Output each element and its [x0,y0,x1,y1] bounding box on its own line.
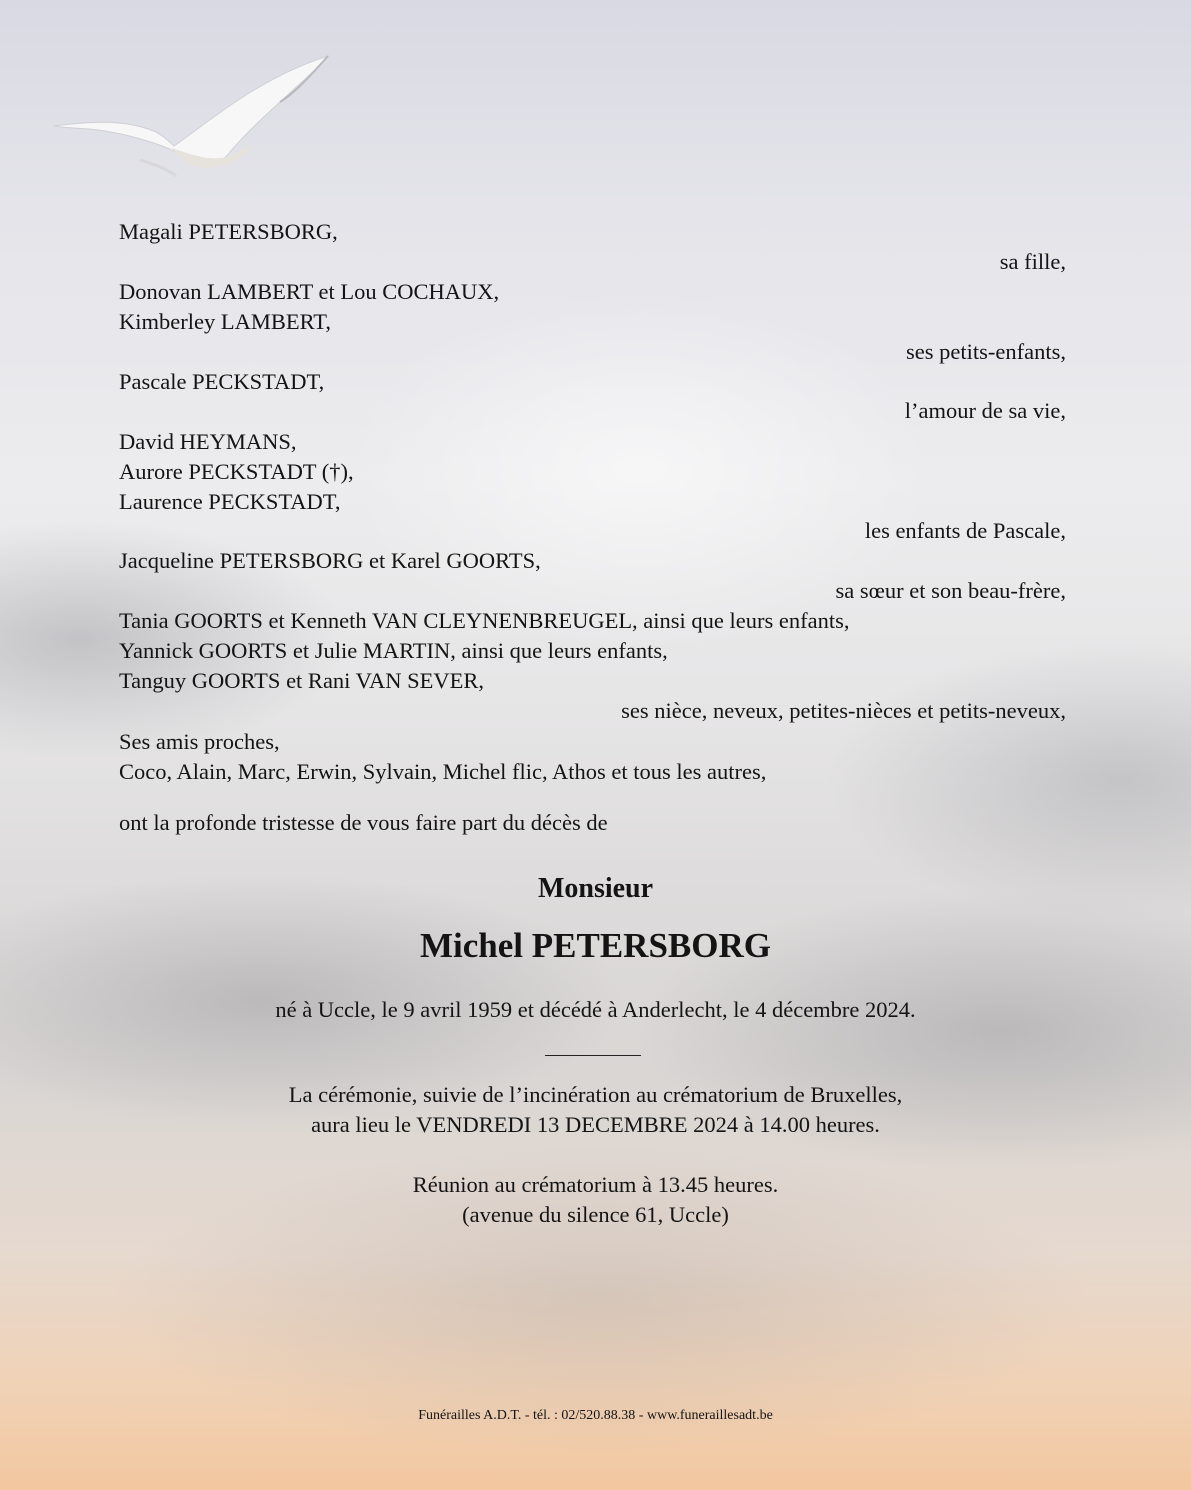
family-line-david: David HEYMANS, [119,429,297,454]
deceased-title: Monsieur [537,873,654,904]
family-line-tanguy: Tanguy GOORTS et Rani VAN SEVER, [119,668,484,693]
family-line-magali: Magali PETERSBORG, [119,219,338,244]
relation-nephews: ses nièce, neveux, petites-nièces et petits-neveux, [621,698,1066,723]
deceased-dates: né à Uccle, le 9 avril 1959 et décédé à Anderlecht, le 4 décembre 2024. [275,997,916,1022]
family-line-yannick: Yannick GOORTS et Julie MARTIN, ainsi que leurs enfants, [119,638,668,663]
relation-grandchildren: ses petits-enfants, [906,339,1066,364]
ceremony-line-2: aura lieu le VENDREDI 13 DECEMBRE 2024 à 14.00 heures. [311,1112,880,1137]
ceremony-line-1: La cérémonie, suivie de l’incinération au crématorium de Bruxelles, [288,1082,903,1107]
meeting-line-1: Réunion au crématorium à 13.45 heures. [412,1172,779,1197]
seagull-icon [44,52,334,178]
family-line-friends-names: Coco, Alain, Marc, Erwin, Sylvain, Michel flic, Athos et tous les autres, [119,759,767,784]
relation-love: l’amour de sa vie, [904,398,1066,423]
family-line-pascale: Pascale PECKSTADT, [119,369,325,394]
announcement-text: ont la profonde tristesse de vous faire part du décès de [119,810,608,835]
relation-sister: sa sœur et son beau-frère, [835,578,1066,603]
family-line-friends: Ses amis proches, [119,729,280,754]
family-line-tania: Tania GOORTS et Kenneth VAN CLEYNENBREUGEL, ainsi que leurs enfants, [119,608,850,633]
family-line-aurore: Aurore PECKSTADT (†), [119,459,354,484]
separator-rule [545,1055,641,1056]
family-line-donovan: Donovan LAMBERT et Lou COCHAUX, [119,279,500,304]
family-line-laurence: Laurence PECKSTADT, [119,489,341,514]
meeting-line-2: (avenue du silence 61, Uccle) [462,1202,729,1227]
family-line-jacqueline: Jacqueline PETERSBORG et Karel GOORTS, [119,548,541,573]
relation-pascale-children: les enfants de Pascale, [864,518,1066,543]
family-line-kimberley: Kimberley LAMBERT, [119,309,331,334]
relation-daughter: sa fille, [999,249,1066,274]
footer-text: Funérailles A.D.T. - tél. : 02/520.88.38 - www.funeraillesadt.be [418,1408,773,1423]
deceased-name: Michel PETERSBORG [420,926,771,965]
